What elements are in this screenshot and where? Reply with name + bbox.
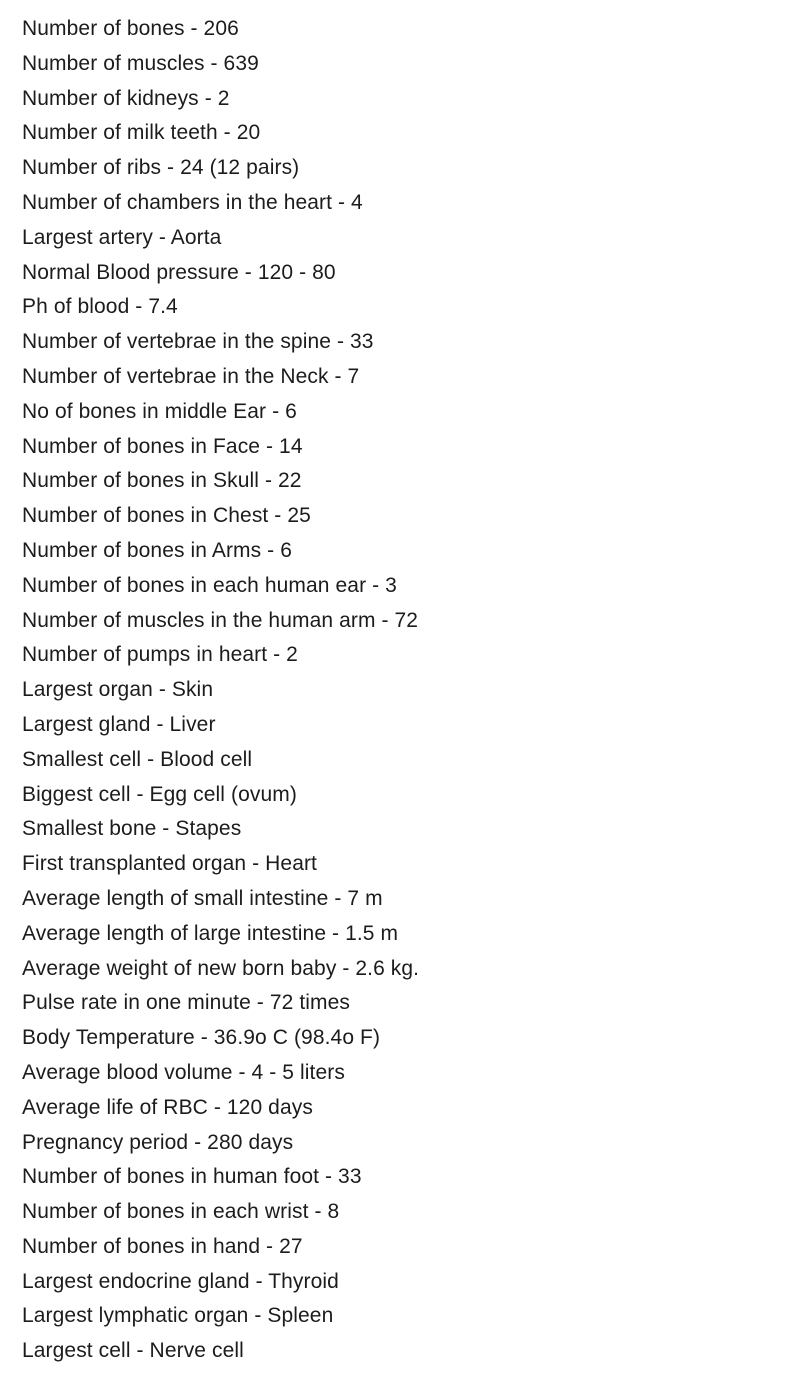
list-item: Number of bones - 206 bbox=[22, 17, 239, 40]
list-item: Largest cell - Nerve cell bbox=[22, 1339, 244, 1363]
list-item: Number of bones in each human ear - 3 bbox=[22, 573, 397, 597]
list-item: Largest organ - Skin bbox=[22, 678, 214, 702]
list-item: Ph of blood - 7.4 bbox=[22, 295, 178, 319]
list-item: Biggest cell - Egg cell (ovum) bbox=[22, 782, 297, 806]
list-item: Average weight of new born baby - 2.6 kg. bbox=[22, 956, 420, 980]
list-item: Number of bones in human foot - 33 bbox=[22, 1165, 362, 1189]
list-item: Body Temperature - 36.9o C (98.4o F) bbox=[22, 1026, 381, 1050]
list-item: Average length of small intestine - 7 m bbox=[22, 886, 383, 910]
list-item: Number of milk teeth - 20 bbox=[22, 121, 261, 145]
list-item: Normal Blood pressure - 120 - 80 bbox=[22, 260, 336, 284]
list-item: Number of bones in Arms - 6 bbox=[22, 538, 292, 562]
list-item: Largest artery - Aorta bbox=[22, 225, 222, 249]
list-item: Pulse rate in one minute - 72 times bbox=[22, 991, 350, 1015]
list-item: Number of kidneys - 2 bbox=[22, 86, 230, 110]
list-item: Largest gland - Liver bbox=[22, 712, 216, 736]
list-item: Smallest cell - Blood cell bbox=[22, 747, 253, 771]
list-item: Number of bones in Face - 14 bbox=[22, 434, 303, 458]
list-item: Number of bones in each wrist - 8 bbox=[22, 1200, 340, 1224]
human-body-facts-list bbox=[22, 12, 800, 1369]
list-item: Pregnancy period - 280 days bbox=[22, 1130, 294, 1154]
list-item: Number of ribs - 24 (12 pairs) bbox=[22, 156, 300, 180]
list-item: Average life of RBC - 120 days bbox=[22, 1095, 313, 1119]
list-item: Largest lymphatic organ - Spleen bbox=[22, 1304, 334, 1328]
list-item: Number of vertebrae in the Neck - 7 bbox=[22, 364, 360, 388]
list-item: Average length of large intestine - 1.5 m bbox=[22, 921, 399, 945]
list-item: Number of muscles - 639 bbox=[22, 51, 259, 75]
list-item: Smallest bone - Stapes bbox=[22, 817, 242, 841]
list-item: Number of pumps in heart - 2 bbox=[22, 643, 298, 667]
list-item: First transplanted organ - Heart bbox=[22, 852, 317, 876]
list-item: Number of chambers in the heart - 4 bbox=[22, 190, 363, 214]
list-item: Number of muscles in the human arm - 72 bbox=[22, 608, 419, 632]
list-item: Number of bones in Skull - 22 bbox=[22, 469, 302, 493]
list-item: No of bones in middle Ear - 6 bbox=[22, 399, 297, 423]
list-item: Number of bones in hand - 27 bbox=[22, 1234, 303, 1258]
list-item: Number of bones in Chest - 25 bbox=[22, 504, 311, 528]
list-item: Largest endocrine gland - Thyroid bbox=[22, 1269, 339, 1293]
list-item: Average blood volume - 4 - 5 liters bbox=[22, 1060, 345, 1084]
list-item: Number of vertebrae in the spine - 33 bbox=[22, 330, 374, 354]
